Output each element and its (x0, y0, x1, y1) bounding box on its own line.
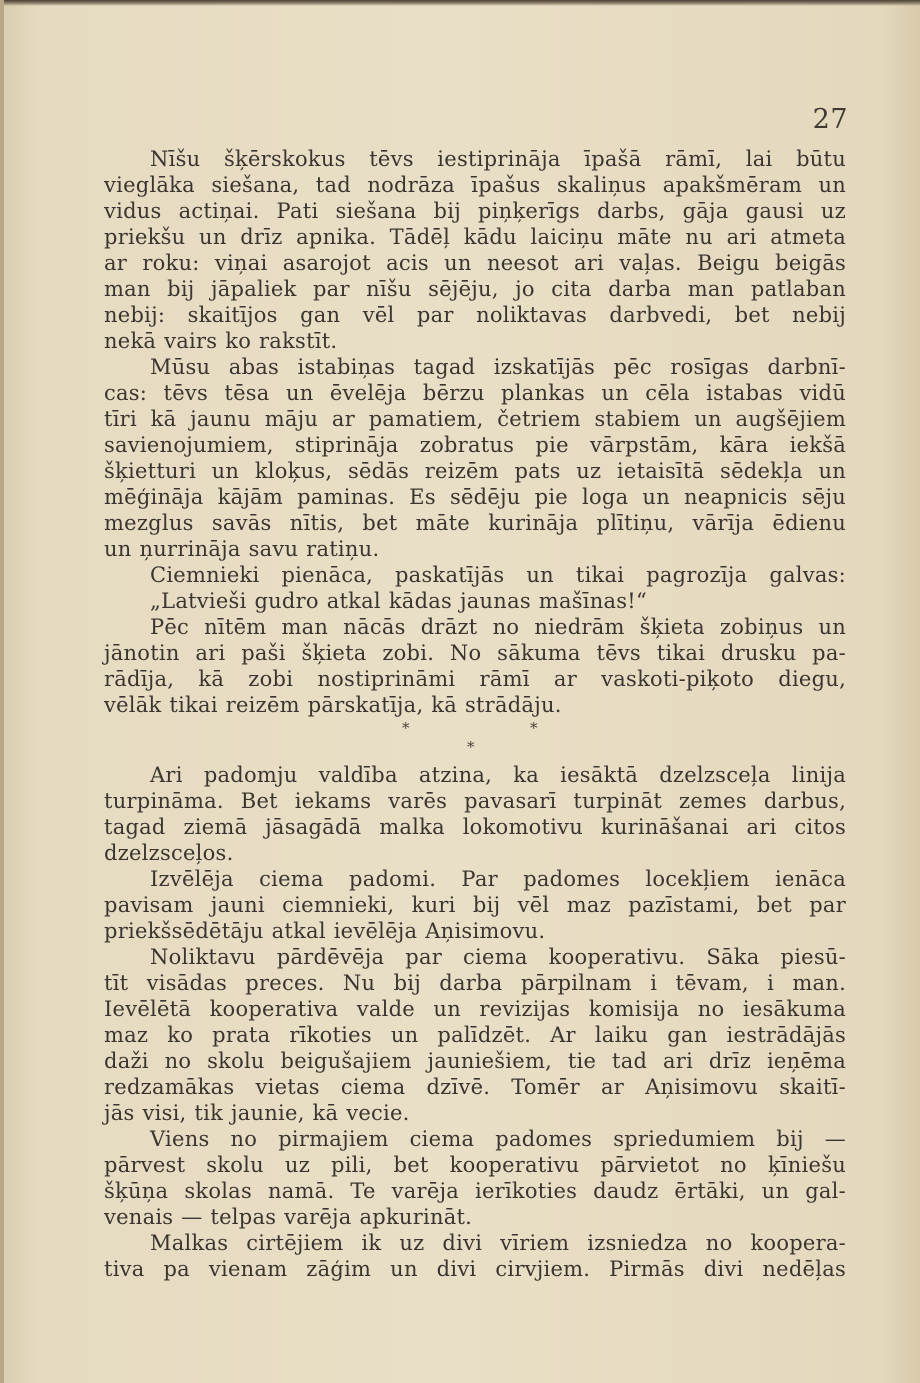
paragraph (104, 944, 846, 1126)
text-line: vidus actiņai. Pati siešana bij piņķerīgs darbs, gāja gausi uz (104, 199, 846, 223)
text-line: priekšsēdētāju atkal ievēlēja Aņisimovu. (104, 919, 546, 943)
text-line: vēlāk tikai reizēm pārskatīja, kā strādāju. (104, 693, 562, 717)
text-line: mezglus savās nītis, bet māte kurināja plītiņu, vārīja ēdienu (104, 511, 846, 535)
text-line: Noliktavu pārdēvēja par ciema kooperativu. Sāka piesū- (150, 945, 846, 969)
text-line: „Latvieši gudro atkal kādas jaunas mašīnas!“ (150, 589, 647, 613)
text-line: priekšu un drīz apnika. Tādēļ kādu laiciņu māte nu ari atmeta (104, 225, 846, 249)
text-line: Ciemnieki pienāca, paskatījās un tikai pagrozīja galvas: (150, 563, 846, 587)
asterisk: * (402, 719, 410, 737)
text-line: tagad ziemā jāsagādā malka lokomotivu kurināšanai ari citos (104, 815, 846, 839)
text-line: tīt visādas preces. Nu bij darba pārpilnam i tēvam, i man. (104, 971, 846, 995)
text-line: cas: tēvs tēsa un ēvelēja bērzu plankas un cēla istabas vidū (104, 381, 846, 405)
page-left-edge (0, 0, 4, 1383)
paragraph (104, 1230, 846, 1282)
body-text (104, 146, 846, 1282)
text-line: jānotin ari paši šķieta zobi. No sākuma tēvs tikai drusku pa- (104, 641, 846, 665)
text-line: turpināma. Bet iekams varēs pavasarī turpināt zemes darbus, (104, 789, 846, 813)
text-line: redzamākas vietas ciema dzīvē. Tomēr ar Aņisimovu skaitī- (104, 1075, 846, 1099)
text-line: dzelzsceļos. (104, 841, 234, 865)
text-line: pavisam jauni ciemnieki, kuri bij vēl maz pazīstami, bet par (104, 893, 846, 917)
text-line: Mūsu abas istabiņas tagad izskatījās pēc rosīgas darbnī- (150, 355, 846, 379)
paragraph (104, 562, 846, 614)
text-line: un ņurrināja savu ratiņu. (104, 537, 380, 561)
asterisk: * (530, 719, 538, 737)
asterisk: * (467, 738, 475, 756)
page-top-edge (0, 0, 920, 6)
text-line: nebij: skaitījos gan vēl par noliktavas darbvedi, bet nebij (104, 303, 846, 327)
text-line: Nīšu šķērskokus tēvs iestiprināja īpašā rāmī, lai būtu (150, 147, 846, 171)
paragraph (104, 614, 846, 718)
text-line: Ari padomju valdība atzina, ka iesāktā dzelzsceļa linija (150, 763, 846, 787)
text-line: šķietturi un kloķus, sēdās reizēm pats uz ietaisītā sēdekļa un (104, 459, 846, 483)
text-line: Ievēlētā kooperativa valde un revizijas komisija no iesākuma (104, 997, 846, 1021)
text-line: pārvest skolu uz pili, bet kooperativu pārvietot no ķīniešu (104, 1153, 846, 1177)
text-line: venais — telpas varēja apkurināt. (104, 1205, 473, 1229)
text-line: Viens no pirmajiem ciema padomes spriedumiem bij — (150, 1127, 846, 1151)
text-line: tīri kā jaunu māju ar pamatiem, četriem stabiem un augšējiem (104, 407, 846, 431)
text-line: tiva pa vienam zāģim un divi cirvjiem. Pirmās divi nedēļas (104, 1257, 846, 1281)
paragraph (104, 146, 846, 354)
text-line: šķūņa skolas namā. Te varēja ierīkoties daudz ērtāki, un gal- (104, 1179, 846, 1203)
text-line: Pēc nītēm man nācās drāzt no niedrām šķieta zobiņus un (150, 615, 846, 639)
text-line: ar roku: viņai asarojot acis un neesot ari vaļas. Beigu beigās (104, 251, 846, 275)
text-line: vieglāka siešana, tad nodrāza īpašus skaliņus apakšmēram un (104, 173, 846, 197)
text-line: mēģināja kājām paminas. Es sēdēju pie loga un neapnicis sēju (104, 485, 846, 509)
text-line: savienojumiem, stiprināja zobratus pie vārpstām, kāra iekšā (104, 433, 846, 457)
text-line: nekā vairs ko rakstīt. (104, 329, 338, 353)
text-line: man bij jāpaliek par nīšu sējēju, jo cita darba man patlaban (104, 277, 846, 301)
text-line: jās visi, tik jaunie, kā vecie. (104, 1101, 410, 1125)
text-line: Izvēlēja ciema padomi. Par padomes locekļiem ienāca (150, 867, 846, 891)
paragraph (104, 354, 846, 562)
text-line: daži no skolu beigušajiem jauniešiem, tie tad ari drīz ieņēma (104, 1049, 846, 1073)
text-line: Malkas cirtējiem ik uz divi vīriem izsniedza no koopera- (150, 1231, 846, 1255)
paragraph (104, 1126, 846, 1230)
paragraph (104, 762, 846, 866)
section-separator (104, 718, 846, 762)
page-number: 27 (812, 104, 848, 135)
text-line: rādīja, kā zobi nostiprināmi rāmī ar vaskoti-piķoto diegu, (104, 667, 846, 691)
paragraph (104, 866, 846, 944)
text-line: maz ko prata rīkoties un palīdzēt. Ar laiku gan iestrādājās (104, 1023, 846, 1047)
